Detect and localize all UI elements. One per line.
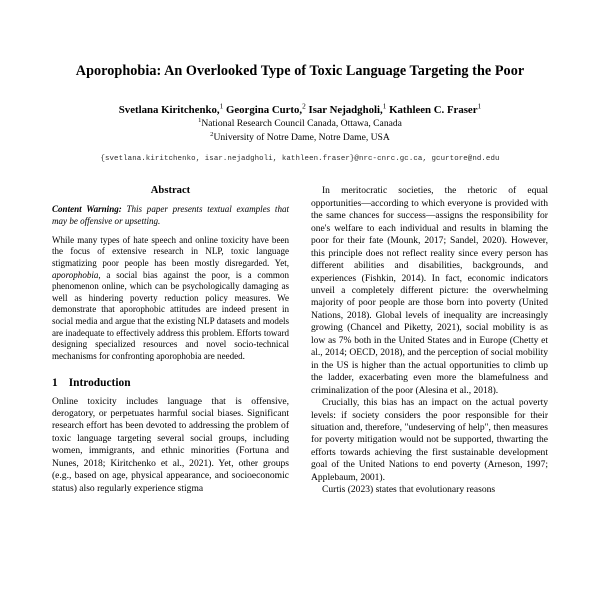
section-heading-introduction: [52, 377, 289, 389]
abstract-body-part1: While many types of hate speech and online toxicity have been the focus of extensive research in NLP, toxic language stigmatizing poor people has been mostly disregarded. Yet,: [52, 234, 289, 268]
affiliation-text-2: University of Notre Dame, Notre Dame, USA: [213, 131, 390, 143]
section-number: 1: [52, 376, 58, 389]
author-affil-mark-3: 1: [477, 101, 482, 110]
affiliation-mark-2: 2: [210, 130, 214, 138]
abstract-heading: Abstract: [150, 185, 191, 197]
author-name-3: Kathleen C. Fraser: [389, 103, 478, 116]
author-list: [52, 82, 548, 118]
page-title: Aporophobia: An Overlooked Type of Toxic Language Targeting the Poor: [75, 63, 525, 79]
right-paragraph-2: Crucially, this bias has an impact on the actual poverty levels: if society considers the poor responsible for their situation and, therefore, "undeserving of help", then measures for poverty mitigation would not be supported, thwarting the efforts towards achieving the first sustainable development goal of the United Nations to end poverty (Arneson, 1997; Applebaum, 2001).: [311, 397, 548, 483]
right-paragraph-1: In meritocratic societies, the rhetoric of equal opportunities—according to which everyone is provided with the same chances for success—assigns the responsibility for one's welfare to each individual and results in blaming the poor for their fate (Mounk, 2017; Sandel, 2020). However, this principle does not reflect reality since every person has different abilities and disabilities, backgrounds, and experiences (Fishkin, 2014). In fact, economic indicators unveil a completely different picture: the overwhelming majority of poor people are those born into poverty (United Nations, 2018). Global levels of inequality are increasingly growing (Chancel and Piketty, 2021), social mobility is as low as 7% both in the United States and in Europe (Chetty et al., 2014; OECD, 2018), and the perception of social mobility in the US is higher than the actual opportunities to climb up the ladder, exacerbating even more the blamefulness and criminalization of the poor (Alesina et al., 2018).: [311, 185, 548, 396]
section-title: Introduction: [68, 376, 131, 389]
author-emails: {svetlana.kiritchenko, isar.nejadgholi, kathleen.fraser}@nrc-cnrc.gc.ca, gcurtore@nd.edu: [100, 155, 500, 164]
affiliation-1: [52, 117, 548, 131]
author-name-0: Svetlana Kiritchenko,: [118, 103, 220, 116]
right-paragraph-3: Curtis (2023) states that evolutionary reasons: [322, 484, 496, 496]
abstract-term-aporophobia: aporophobia: [52, 269, 99, 280]
right-column: [311, 185, 548, 496]
affiliation-2: [52, 131, 548, 145]
intro-paragraph-1: Online toxicity includes language that is offensive, derogatory, or perpetuates harmful social biases. Significant research effort has been devoted to addressing the problem of toxic language targeting several social groups, including women, immigrants, and ethnic minorities (Fortuna and Nunes, 2018; Kiritchenko et al., 2021). Yet, other groups (e.g., based on age, physical appearance, and socioeconomic status) also regularly experience stigma: [52, 395, 289, 494]
author-name-1: Georgina Curto,: [225, 103, 303, 116]
affiliation-mark-1: 1: [198, 116, 202, 124]
author-affil-mark-0: 1: [219, 101, 224, 110]
author-affil-mark-1: 2: [302, 101, 306, 110]
author-name-2: Isar Nejadgholi,: [308, 103, 383, 116]
author-affil-mark-2: 1: [382, 101, 387, 110]
affiliation-text-1: National Research Council Canada, Ottawa, Canada: [201, 118, 402, 130]
content-warning-label: Content Warning:: [52, 204, 122, 215]
abstract-body-part2: , a social bias against the poor, is a common phenomenon online, which can be psychologically damaging as well as hindering poverty reduction policy measures. We demonstrate that aporophobic attitudes are indeed present in social media and argue that the existing NLP datasets and models are inadequate to effectively address this problem. Efforts toward designing specialized resources and novel socio-technical mechanisms for confronting aporophobia are needed.: [52, 269, 289, 361]
two-column-body: [52, 163, 548, 496]
content-warning-text: This paper presents textual examples that may be offensive or upsetting.: [52, 204, 290, 226]
abstract-body: [52, 235, 289, 363]
left-column: [52, 185, 289, 496]
content-warning: [52, 204, 289, 227]
